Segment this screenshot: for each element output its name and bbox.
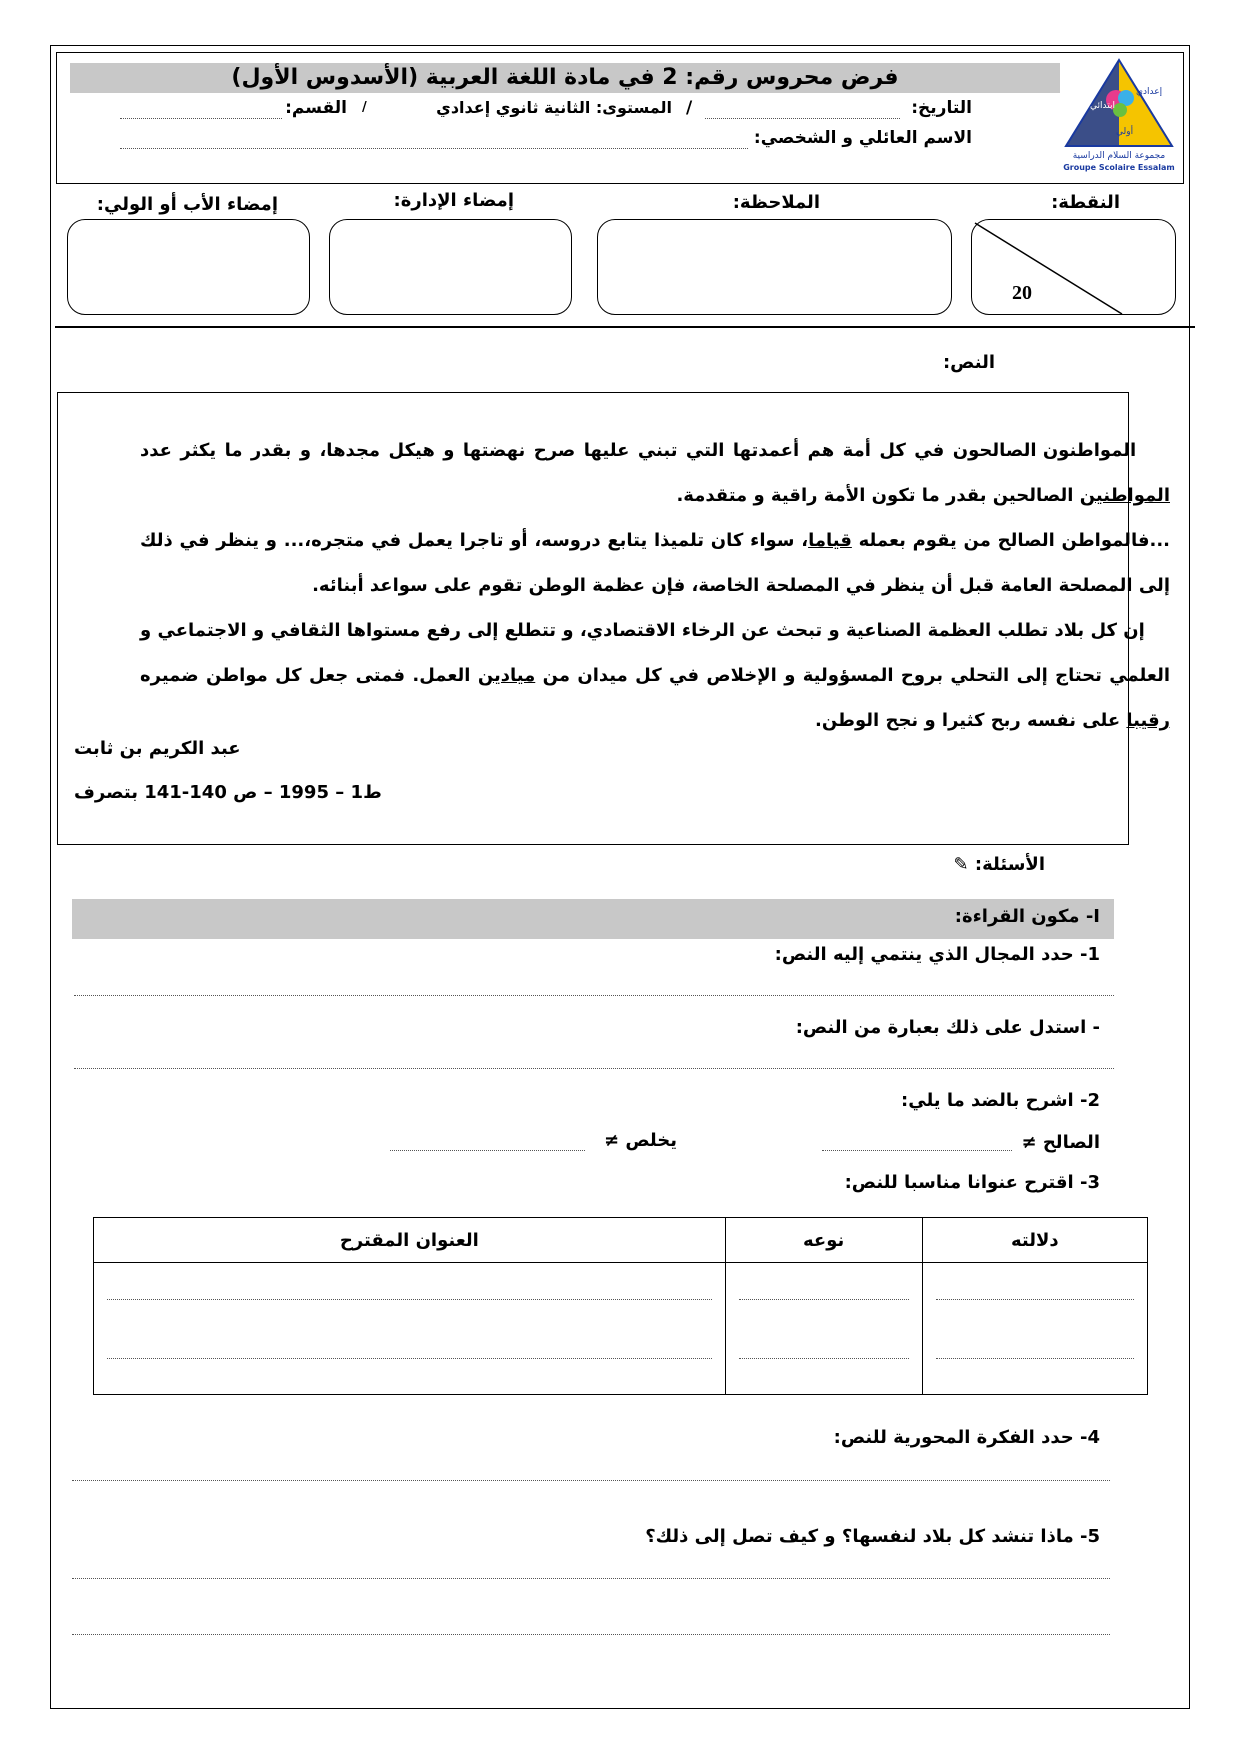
underlined-word-qiyaman: قياما <box>808 530 852 551</box>
logo-tag-2: إعدادي <box>1136 87 1163 97</box>
answer-line-q5-2[interactable] <box>72 1634 1110 1635</box>
level-label: المستوى: الثانية ثانوي إعدادي <box>436 98 672 117</box>
underlined-word-citizens: المواطنين <box>1079 485 1170 506</box>
logo-tag-3: أولي <box>1116 127 1134 137</box>
class-field[interactable] <box>120 118 282 119</box>
school-logo <box>1060 58 1178 173</box>
table-header-type: نوعه <box>725 1218 922 1263</box>
date-field[interactable] <box>705 118 900 119</box>
paragraph-1: المواطنون الصالحون في كل أمة هم أعمدتها التي تبني عليها صرح نهضتها و هيكل مجدها، و بقدر ما يكثر عدد المواطنين الصالحين بقدر ما تكون الأمة راقية و متقدمة. <box>140 440 1170 506</box>
text-author: عبد الكريم بن ثابت <box>74 738 241 759</box>
questions-heading: الأسئلة: ✎ <box>953 854 1045 875</box>
question-3: 3- اقترح عنوانا مناسبا للنص: <box>844 1172 1100 1193</box>
antonym-word-2: يخلص ≠ <box>604 1130 677 1151</box>
parent-signature-label: إمضاء الأب أو الولي: <box>96 194 278 215</box>
underlined-word-fields: ميادين <box>477 665 536 686</box>
grade-label: النقطة: <box>1051 192 1120 213</box>
title-table <box>93 1217 1148 1395</box>
date-separator: / <box>686 98 693 118</box>
pen-icon: ✎ <box>953 854 969 875</box>
section-label: I- مكون القراءة: <box>954 906 1100 927</box>
question-1: 1- حدد المجال الذي ينتمي إليه النص: <box>774 944 1100 965</box>
admin-signature-box[interactable] <box>329 219 572 315</box>
table-header-meaning: دلالته <box>922 1218 1147 1263</box>
question-5: 5- ماذا تنشد كل بلاد لنفسها؟ و كيف تصل إلى ذلك؟ <box>645 1526 1100 1547</box>
antonym-word-1: الصالح ≠ <box>1021 1132 1100 1153</box>
table-cell-title[interactable] <box>94 1263 726 1395</box>
question-1-sub: - استدل على ذلك بعبارة من النص: <box>795 1017 1100 1038</box>
name-label: الاسم العائلي و الشخصي: <box>753 128 972 148</box>
class-separator: / <box>362 100 367 115</box>
answer-line-q1[interactable] <box>74 995 1114 996</box>
grade-box[interactable] <box>971 219 1176 315</box>
antonym-answer-1[interactable] <box>822 1150 1012 1151</box>
question-2: 2- اشرح بالضد ما يلي: <box>901 1090 1100 1111</box>
text-heading: النص: <box>942 352 995 373</box>
table-header-title: العنوان المقترح <box>94 1218 726 1263</box>
antonym-answer-2[interactable] <box>390 1150 585 1151</box>
paragraph-3: إن كل بلاد تطلب العظمة الصناعية و تبحث عن الرخاء الاقتصادي، و تتطلع إلى رفع مستواها الثقافي و الاجتماعي و العلمي تحتاج إلى التحلي بروح المسؤولية و الإخلاص في كل ميدان من ميادين العمل. فمتى جعل كل مواطن ضميره رقيبا على نفسه ربح كثيرا و نجح الوطن. <box>140 620 1170 731</box>
text-source: ط1 – 1995 – ص 140-141 بتصرف <box>74 782 382 803</box>
logo-text-fr: Groupe Scolaire Essalam <box>1063 163 1175 172</box>
logo-tag-1: ابتدائي <box>1090 101 1115 111</box>
grade-total: 20 <box>1012 282 1032 304</box>
parent-signature-box[interactable] <box>67 219 310 315</box>
table-cell-type[interactable] <box>725 1263 922 1395</box>
class-label: القسم: <box>285 98 347 118</box>
paragraph-2: ...فالمواطن الصالح من يقوم بعمله قياما، سواء كان تلميذا يتابع دروسه، أو تاجرا يعمل في متجره،... و ينظر في ذلك إلى المصلحة العامة قبل أن ينظر في المصلحة الخاصة، فإن عظمة الوطن تقوم على سواعد أبنائه. <box>140 530 1170 596</box>
remark-label: الملاحظة: <box>732 192 820 213</box>
question-4: 4- حدد الفكرة المحورية للنص: <box>833 1427 1100 1448</box>
table-cell-meaning[interactable] <box>922 1263 1147 1395</box>
name-field[interactable] <box>120 148 748 149</box>
admin-signature-label: إمضاء الإدارة: <box>393 190 514 211</box>
answer-line-q5-1[interactable] <box>72 1578 1110 1579</box>
remark-box[interactable] <box>597 219 952 315</box>
underlined-word-watcher: رقيبا <box>1126 710 1170 731</box>
logo-text-ar: مجموعة السلام الدراسية <box>1072 151 1166 161</box>
answer-line-q1-sub[interactable] <box>74 1068 1114 1069</box>
header-divider <box>55 326 1195 328</box>
answer-line-q4[interactable] <box>72 1480 1110 1481</box>
page-title: فرض محروس رقم: 2 في مادة اللغة العربية (الأسدوس الأول) <box>231 65 899 90</box>
date-label: التاريخ: <box>911 98 972 118</box>
